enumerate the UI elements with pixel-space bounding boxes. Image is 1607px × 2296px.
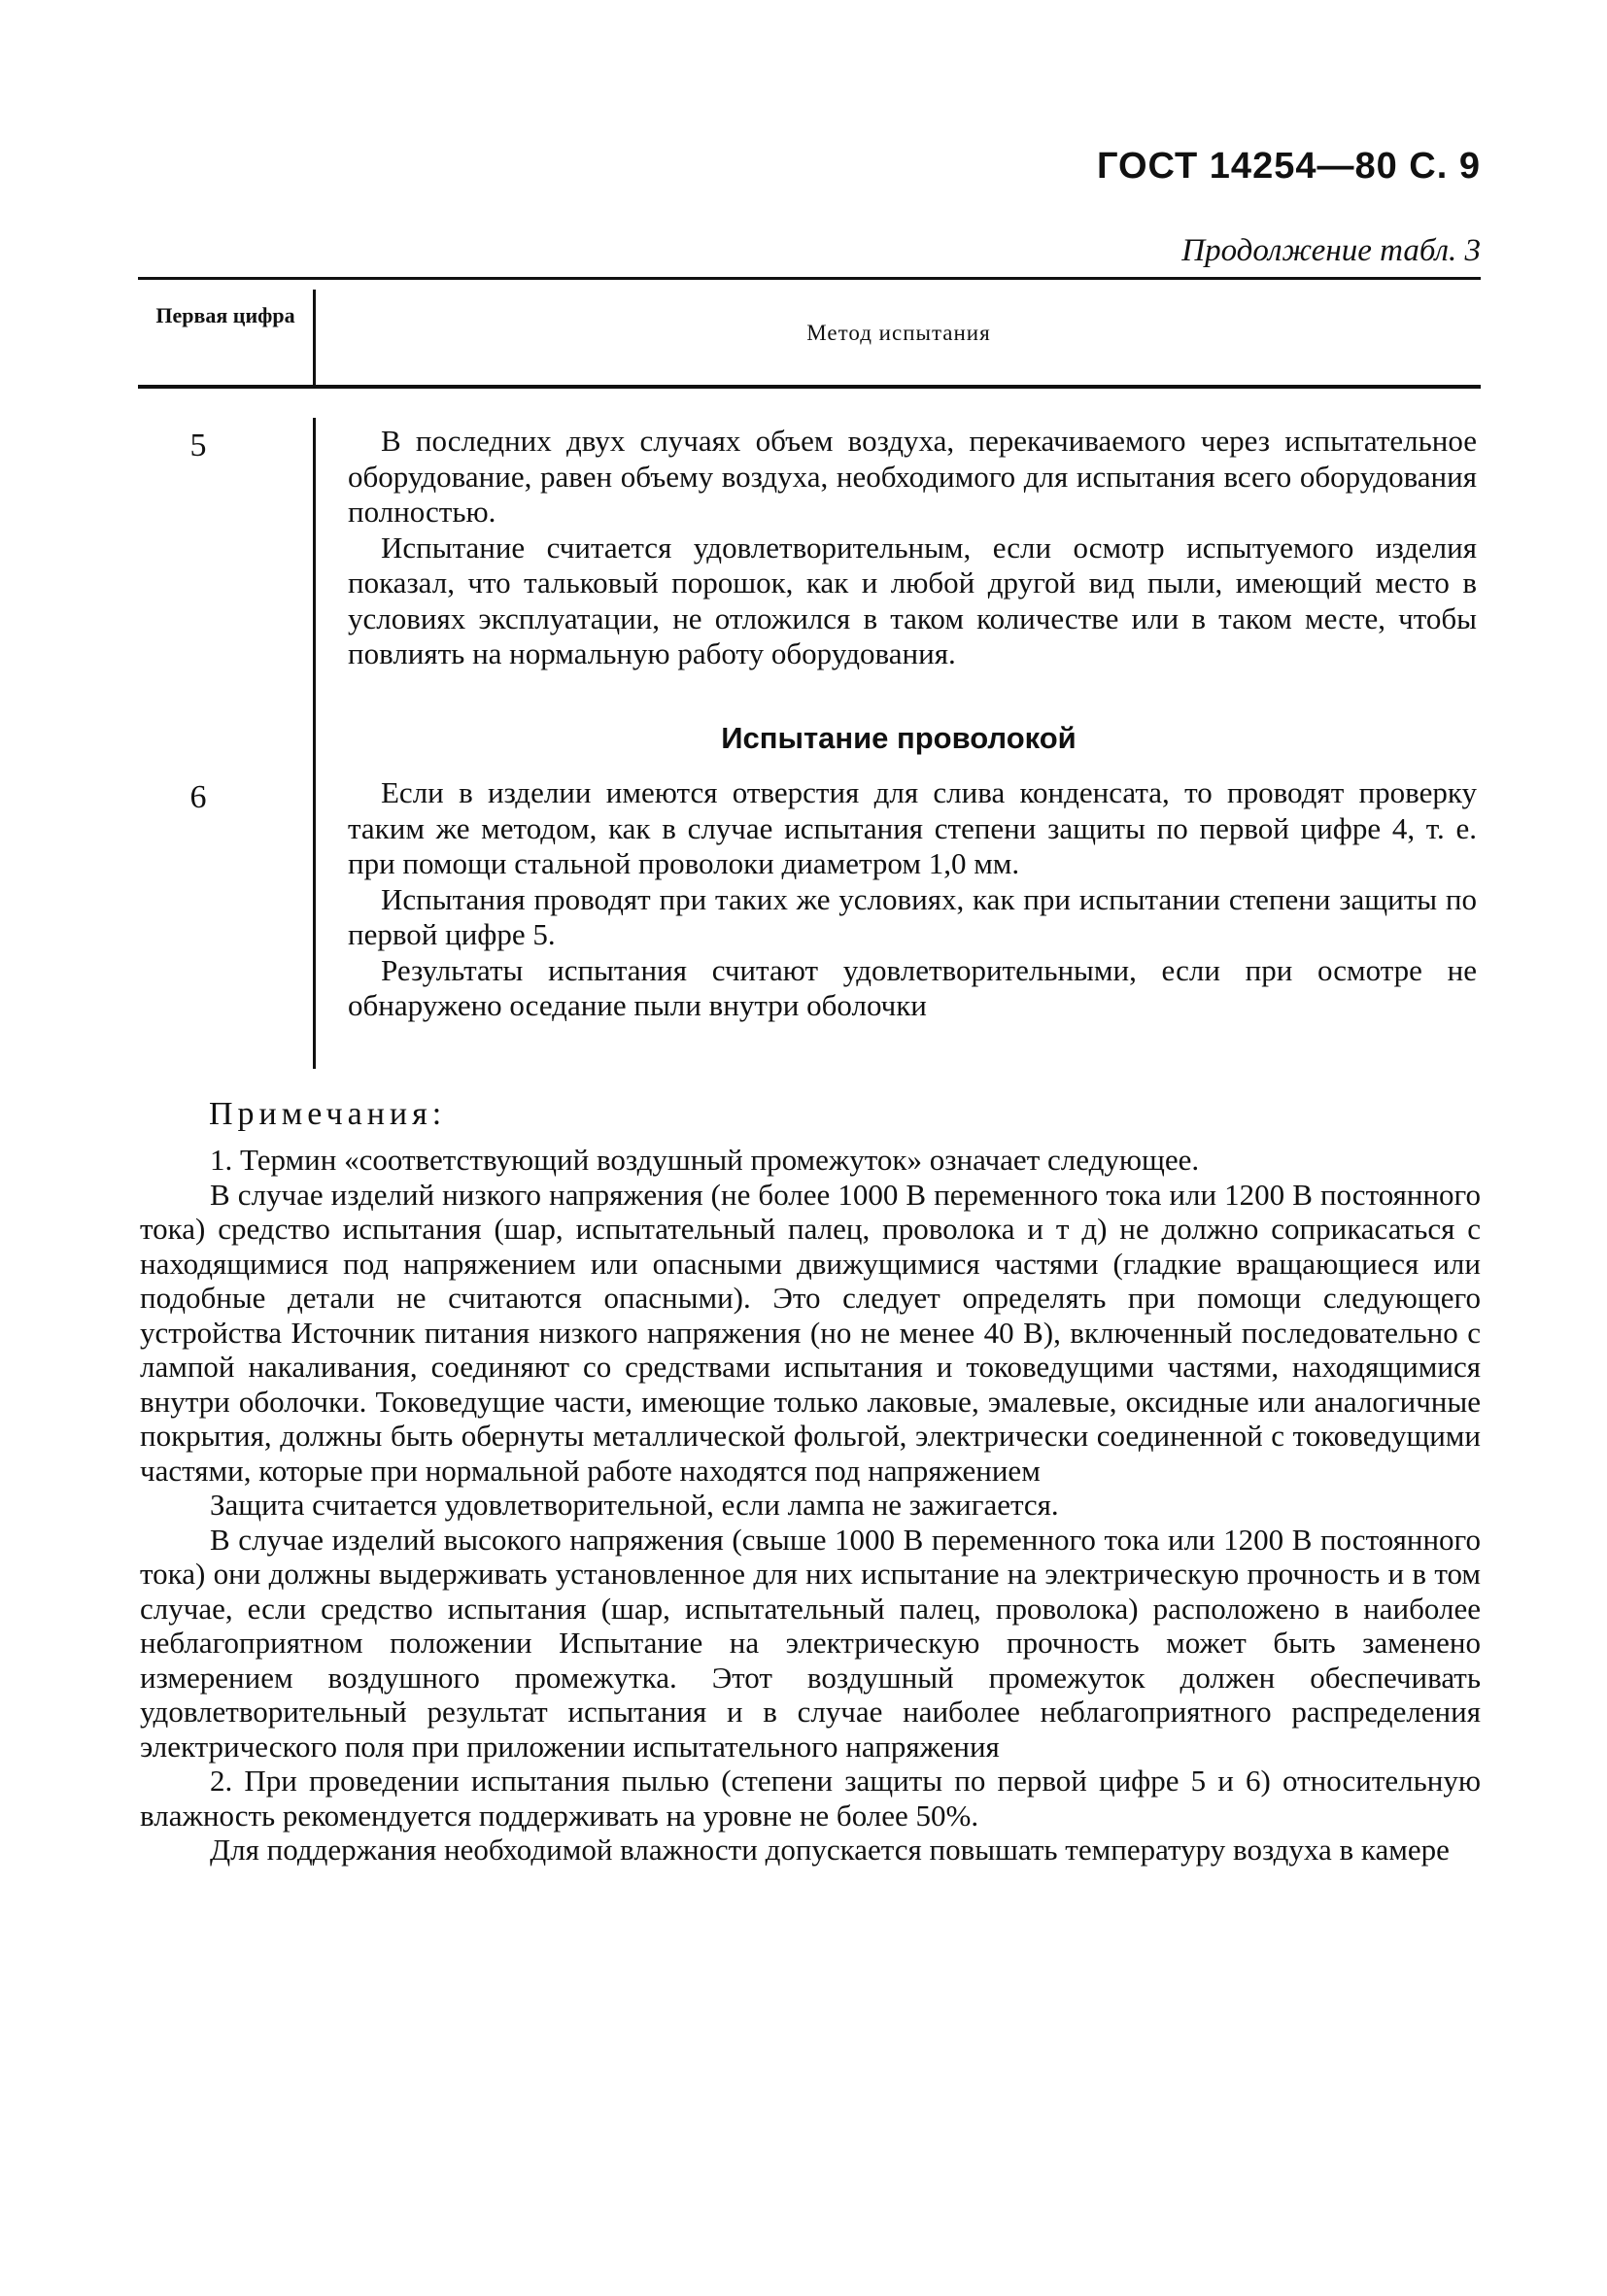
notes-title: Примечания:	[209, 1096, 447, 1132]
row-digit-6: 6	[189, 779, 207, 815]
row-5-paragraph-2: Испытание считается удовлетворительным, если осмотр испытуемого изделия показал, что тальковый порошок, как и любой другой вид пыли, имеющий место в условиях эксплуатации, не отложился в таком количестве или в таком месте, чтобы повлиять на нормальную работу оборудования.	[348, 530, 1477, 670]
notes-body	[140, 1143, 1481, 1868]
column-header-first-digit: Первая цифра	[155, 303, 295, 327]
row-5-method-text	[348, 424, 1477, 672]
row-6-paragraph-1: Если в изделии имеются отверстия для слива конденсата, то проводят проверку таким же методом, как в случае испытания степени защиты по первой цифре 4, т. е. при помощи стальной проволоки диаметром 1,0 мм.	[348, 775, 1477, 880]
note-1-protection: Защита считается удовлетворительной, если лампа не зажигается.	[210, 1488, 1059, 1522]
note-1-heading: 1. Термин «соответствующий воздушный промежуток» означает следующее.	[210, 1143, 1200, 1177]
note-1-high-voltage: В случае изделий высокого напряжения (свыше 1000 В переменного тока или 1200 В постоянного тока) они должны выдерживать установленное для них испытание на электрическую прочность и в том случае, если средство испытания (шар, испытательный палец, проволока) расположено в наиболее неблагоприятном положении Испытание на электрическую прочность может быть заменено измерением воздушного промежутка. Этот воздушный промежуток должен обеспечивать удовлетворительный результат испытания и в случае наиболее неблагоприятного распределения электрического поля при приложении испытательного напряжения	[140, 1522, 1481, 1764]
row-6-paragraph-2: Испытания проводят при таких же условиях, как при испытании степени защиты по первой цифре 5.	[348, 881, 1477, 951]
note-1-low-voltage: В случае изделий низкого напряжения (не более 1000 В переменного тока или 1200 В постоянного тока) средство испытания (шар, испытательный палец, проволока и т д) не должно соприкасаться с находящимися под напряжением или опасными движущимися частями (гладкие вращающиеся или подобные детали не считаются опасными). Это следует определять при помощи следующего устройства Источник питания низкого напряжения (но не менее 40 В), включенный последовательно с лампой накаливания, соединяют со средствами испытания и токоведущими частями, находящимися внутри оболочки. Токоведущие части, имеющие только лаковые, эмалевые, оксидные или аналогичные покрытия, должны быть обернуты металлической фольгой, электрически соединенной с токоведущими частями, которые при нормальной работе находятся под напряжением	[140, 1177, 1481, 1488]
row-6-paragraph-3: Результаты испытания считают удовлетворительными, если при осмотре не обнаружено оседание пыли внутри оболочки	[348, 952, 1477, 1022]
row-digit-5: 5	[189, 428, 207, 463]
table-header-rule	[138, 385, 1481, 389]
row-5-paragraph-1: В последних двух случаях объем воздуха, перекачиваемого через испытательное оборудование, равен объему воздуха, необходимого для испытания всего оборудования полностью.	[348, 424, 1477, 529]
table-top-rule	[138, 277, 1481, 280]
column-header-test-method: Метод испытания	[806, 321, 991, 345]
note-2-temperature: Для поддержания необходимой влажности допускается повышать температуру воздуха в камере	[210, 1833, 1450, 1867]
row-6-method-text	[348, 775, 1477, 1024]
table-continuation-label: Продолжение табл. 3	[1181, 233, 1481, 268]
standard-header: ГОСТ 14254—80 С. 9	[1096, 146, 1481, 187]
section-title-wire-test: Испытание проволокой	[721, 721, 1077, 755]
note-2-humidity: 2. При проведении испытания пылью (степени защиты по первой цифре 5 и 6) относительную влажность рекомендуется поддерживать на уровне не более 50%.	[140, 1764, 1481, 1833]
